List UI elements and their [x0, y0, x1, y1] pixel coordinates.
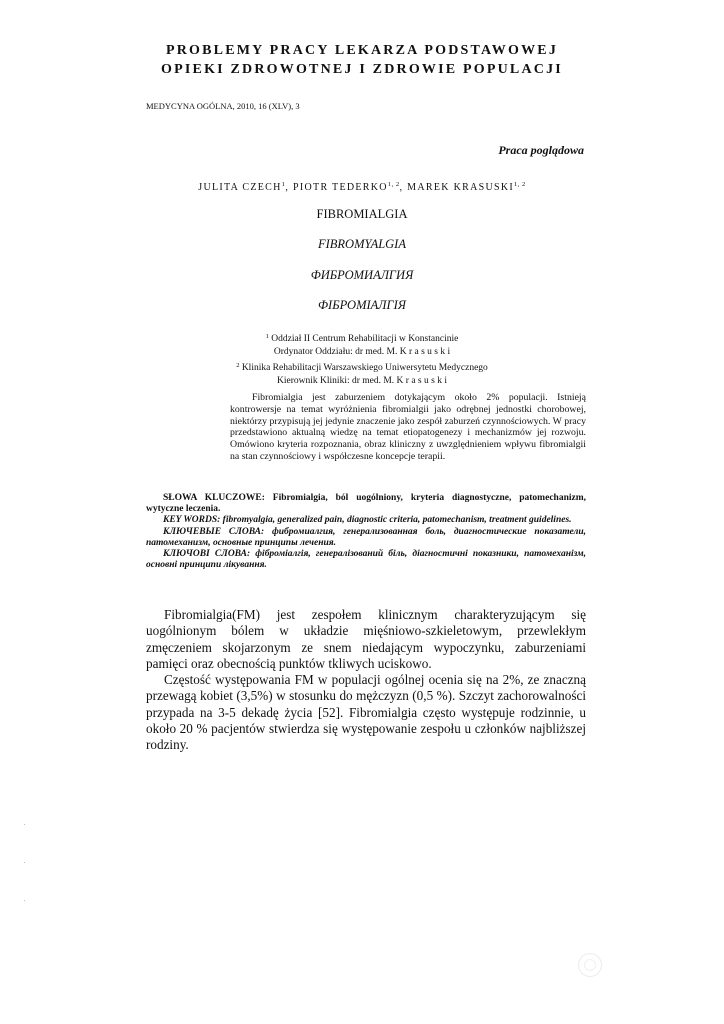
article-title-polish: FIBROMIALGIA — [316, 207, 408, 221]
journal-reference: MEDYCYNA OGÓLNA, 2010, 16 (XLV), 3 — [146, 101, 300, 111]
affiliation-2-number: 2 — [236, 362, 240, 369]
keywords-english: KEY WORDS: fibromyalgia, generalized pain, diagnostic criteria, patomechanism, treatment guidelines. — [163, 515, 572, 526]
affiliation-1-head: Ordynator Oddziału: dr med. M. K r a s u s k i — [273, 347, 451, 357]
journal-section-title — [120, 41, 604, 79]
author-name: PIOTR TEDERKO — [293, 182, 388, 193]
keywords-block — [146, 493, 586, 571]
article-title-ukrainian: ФІБРОМІАЛГІЯ — [317, 298, 406, 312]
affiliation-1-name: Oddział II Centrum Rehabilitacji w Konstancinie — [268, 334, 459, 344]
affiliation-1-number: 1 — [265, 333, 269, 340]
keywords-polish: SŁOWA KLUCZOWE: Fibromialgia, ból uogólniony, kryteria diagnostyczne, patomechanizm, wytyczne leczenia. — [146, 493, 586, 515]
keywords-russian: КЛЮЧЕВЫЕ СЛОВА: фибромиалгия, генерализованная боль, диагностические показатели, патомеханизм, основные принципы лечения. — [146, 526, 586, 548]
body-paragraph: Częstość występowania FM w populacji ogólnej ocenia się na 2%, ze znaczną przewagą kobiet (3,5%) w stosunku do mężczyzn (0,5 %). Szczyt zachorowalności przypada na 3-5 dekadę życia [52]. Fibromialgia często występuje rodzinnie, u około 20 % pacjentów stwierdza się występowanie zespołu u członków najbliższej rodziny. — [146, 672, 586, 753]
affiliation-2 — [0, 359, 724, 375]
author-affiliation-number: 1, 2 — [387, 181, 400, 188]
author-affiliation-number: 1 — [281, 181, 286, 188]
affiliations — [0, 330, 724, 388]
author-affiliation-number: 1, 2 — [514, 181, 526, 188]
margin-mark — [24, 824, 25, 825]
affiliation-2-name: Klinika Rehabilitacji Warszawskiego Uniwersytetu Medycznego — [239, 363, 488, 373]
author-name: MAREK KRASUSKI — [407, 182, 514, 193]
author-name: JULITA CZECH — [198, 182, 282, 193]
abstract: Fibromialgia jest zaburzeniem dotykającym około 2% populacji. Istnieją kontrowersje na temat wyróżnienia fibromialgii jako odrębnej jednostki chorobowej, niektórzy przypisują jej jedynie znaczenie jako zespół zaburzeń czynnościowych. W pracy przedstawiono aktualną wiedzę na temat etiopatogenezy i mechanizmów jej rozwoju. Omówiono kryteria rozpoznania, obraz kliniczny z uwzględnieniem wpływu fibromialgii na stan czynnościowy i współczesne koncepcje terapii. — [230, 392, 586, 462]
journal-section-title-line1: PROBLEMY PRACY LEKARZA PODSTAWOWEJ — [165, 43, 559, 58]
article-type: Praca poglądowa — [498, 143, 584, 157]
article-title-russian: ФИБРОМИАЛГИЯ — [310, 268, 414, 282]
margin-mark — [24, 862, 25, 863]
author-list: JULITA CZECH$^1$, PIOTR TEDERKO$^{1, 2}$, MAREK KRASUSKI$^{1, 2}$ — [198, 181, 526, 193]
article-title-english: FIBROMYALGIA — [317, 237, 406, 251]
faint-stamp-mark — [578, 953, 602, 977]
body-paragraph: Fibromialgia(FM) jest zespołem klinicznym charakteryzującym się uogólnionym bólem w układzie mięśniowo-szkieletowym, przewlekłym zmęczeniem skojarzonym ze snem niedającym wypoczynku, zaburzeniami pamięci oraz obecnością punktów tkliwych uciskowo. — [146, 607, 586, 671]
affiliation-1 — [0, 330, 724, 346]
margin-mark — [24, 900, 25, 901]
journal-section-title-line2: OPIEKI ZDROWOTNEJ I ZDROWIE POPULACJI — [161, 62, 563, 77]
body-text — [146, 607, 586, 754]
affiliation-2-head: Kierownik Kliniki: dr med. M. K r a s u s k i — [277, 376, 447, 386]
keywords-ukrainian: КЛЮЧОВІ СЛОВА: фіброміалгія, генералізований біль, діагностичні показники, патомеханізм, основні принципи лікування. — [146, 549, 586, 571]
